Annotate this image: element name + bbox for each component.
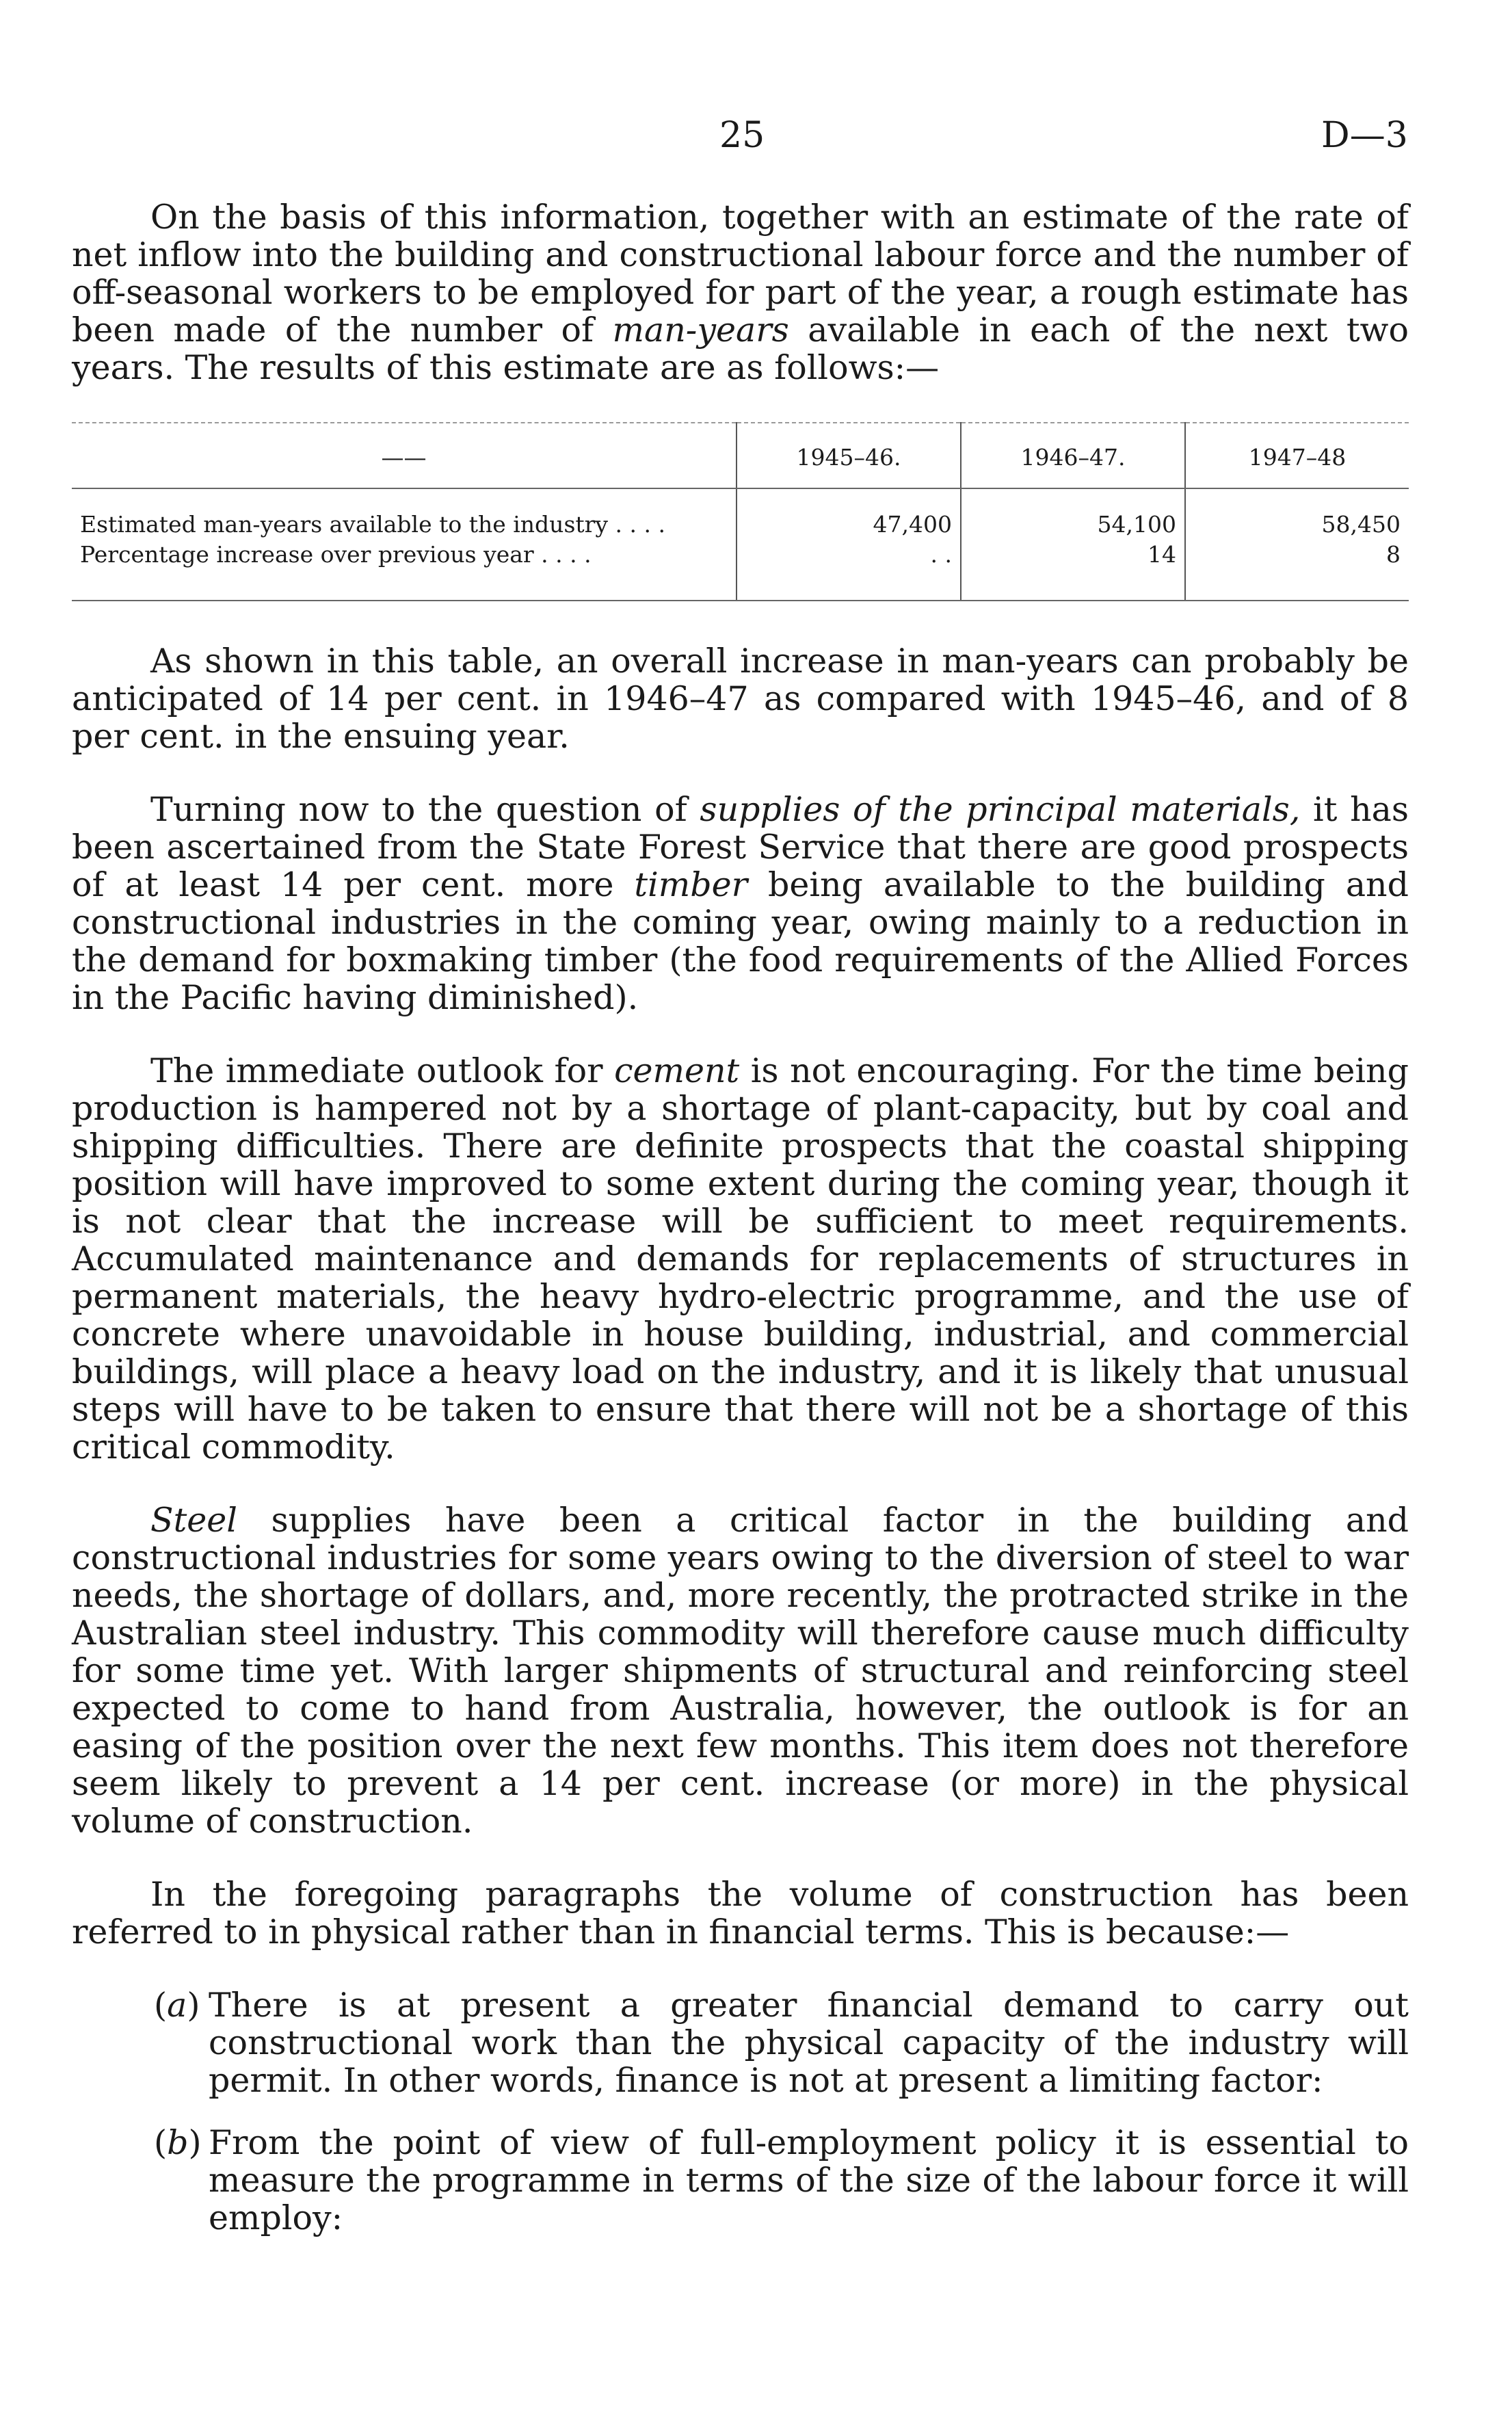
- steel-paragraph: Steel supplies have been a critical factor in the building and constructional industries for some years owing to the diversion of steel to war needs, the shortage of dollars, and, more recently, the protracted strike in the Australian steel industry. This commodity will therefore cause much difficulty for some time yet. With larger shipments of structural and reinforcing steel expected to come to hand from Australia, however, the outlook is for an easing of the position over the next few months. This item does not therefore seem likely to prevent a 14 per cent. increase (or more) in the physical volume of construction.: [72, 1501, 1409, 1841]
- list-item-text: From the point of view of full-employment policy it is essential to measure the programme in terms of the size of the labour force it will employ:: [209, 2123, 1409, 2237]
- intro-paragraph: On the basis of this information, together with an estimate of the rate of net inflow into the building and constructional labour force and the number of off-seasonal workers to be employed for part of the year, a rough estimate has been made of the number of man-years available in each of the next two years. The results of this estimate are as follows:—: [72, 198, 1409, 387]
- list-marker: (a): [154, 1986, 200, 2025]
- foregoing-paragraph: In the foregoing paragraphs the volume of construction has been referred to in physical rather than in financial terms. This is because:—: [72, 1875, 1409, 1952]
- row-label: Estimated man-years available to the industry . . . .: [80, 511, 665, 538]
- list-item-b: [72, 2124, 1409, 2237]
- table-header-1946-47: 1946–47.: [961, 423, 1185, 488]
- table-header-1945-46: 1945–46.: [737, 423, 961, 488]
- cell-value: 8: [1185, 540, 1409, 601]
- row-label: Percentage increase over previous year . . . .: [72, 540, 737, 601]
- cell-value: 47,400: [737, 488, 961, 540]
- list-marker: (b): [154, 2123, 202, 2162]
- cell-value: 14: [961, 540, 1185, 601]
- increase-paragraph: As shown in this table, an overall increase in man-years can probably be anticipated of 14 per cent. in 1946–47 as compared with 1945–46, and of 8 per cent. in the ensuing year.: [72, 642, 1409, 756]
- page-header: [0, 115, 1512, 163]
- section-reference: D—3: [1321, 115, 1408, 156]
- cell-value: 58,450: [1185, 488, 1409, 540]
- document-body: [72, 198, 1409, 2261]
- list-item-text: There is at present a greater financial demand to carry out constructional work than the physical capacity of the industry will permit. In other words, finance is not at present a limiting factor:: [209, 1986, 1409, 2100]
- table-header-1947-48: 1947–48: [1185, 423, 1409, 488]
- table-header-blank: ——: [72, 423, 737, 488]
- cell-value: 54,100: [961, 488, 1185, 540]
- timber-paragraph: Turning now to the question of supplies of the principal materials, it has been ascertained from the State Forest Service that there are good prospects of at least 14 per cent. more timber being available to the building and constructional industries in the coming year, owing mainly to a reduction in the demand for boxmaking timber (the food requirements of the Allied Forces in the Pacific having diminished).: [72, 790, 1409, 1017]
- cement-paragraph: The immediate outlook for cement is not encouraging. For the time being production is hampered not by a shortage of plant-capacity, but by coal and shipping difficulties. There are definite prospects that the coastal shipping position will have improved to some extent during the coming year, though it is not clear that the increase will be sufficient to meet requirements. Accumulated maintenance and demands for replacements of structures in permanent materials, the heavy hydro-electric programme, and the use of concrete where unavoidable in house building, industrial, and commercial buildings, will place a heavy load on the industry, and it is likely that unusual steps will have to be taken to ensure that there will not be a shortage of this critical commodity.: [72, 1051, 1409, 1467]
- list-item-a: [72, 1986, 1409, 2099]
- table-row: [72, 488, 1409, 540]
- cell-value: . .: [737, 540, 961, 601]
- table-header-row: [72, 423, 1409, 488]
- table-row: [72, 540, 1409, 601]
- man-years-table: [72, 422, 1409, 601]
- page-number: 25: [719, 115, 765, 156]
